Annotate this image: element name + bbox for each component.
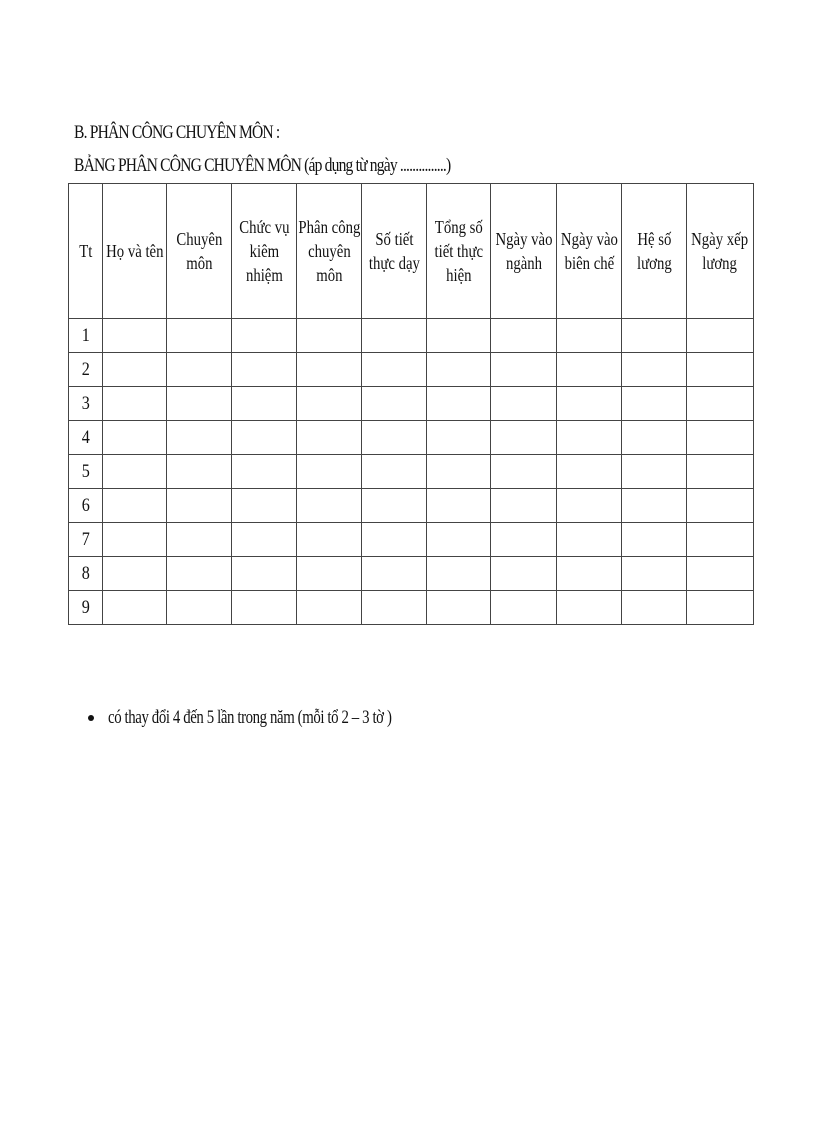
row-number-cell bbox=[69, 455, 103, 489]
section-heading: B. PHÂN CÔNG CHUYÊN MÔN : bbox=[74, 122, 280, 143]
row-number-cell bbox=[69, 489, 103, 523]
table-body bbox=[69, 319, 754, 625]
row-number-cell bbox=[69, 319, 103, 353]
assignment-table bbox=[68, 183, 754, 625]
row-number: 9 bbox=[81, 596, 90, 618]
empty-cell bbox=[103, 557, 167, 591]
empty-cell bbox=[167, 387, 232, 421]
empty-cell bbox=[232, 455, 297, 489]
empty-cell bbox=[103, 455, 167, 489]
table-row bbox=[69, 523, 754, 557]
empty-cell bbox=[362, 557, 427, 591]
row-number-cell bbox=[69, 523, 103, 557]
empty-cell bbox=[297, 455, 362, 489]
empty-cell bbox=[232, 489, 297, 523]
empty-cell bbox=[427, 387, 491, 421]
header-label: Họ và tên bbox=[105, 241, 164, 261]
note-bullet-item bbox=[88, 707, 471, 729]
row-number-cell bbox=[69, 591, 103, 625]
empty-cell bbox=[362, 421, 427, 455]
empty-cell bbox=[622, 421, 687, 455]
row-number: 8 bbox=[81, 562, 90, 584]
row-number-cell bbox=[69, 353, 103, 387]
row-number: 2 bbox=[81, 358, 90, 380]
table-row bbox=[69, 319, 754, 353]
header-cell bbox=[362, 184, 427, 319]
table-row bbox=[69, 489, 754, 523]
header-cell bbox=[297, 184, 362, 319]
table-row bbox=[69, 387, 754, 421]
empty-cell bbox=[622, 557, 687, 591]
empty-cell bbox=[557, 455, 622, 489]
empty-cell bbox=[232, 557, 297, 591]
empty-cell bbox=[362, 523, 427, 557]
empty-cell bbox=[427, 591, 491, 625]
empty-cell bbox=[232, 387, 297, 421]
empty-cell bbox=[427, 353, 491, 387]
table-row bbox=[69, 591, 754, 625]
header-label: Phân công chuyên môn bbox=[298, 217, 360, 285]
empty-cell bbox=[491, 591, 557, 625]
empty-cell bbox=[557, 489, 622, 523]
header-cell bbox=[167, 184, 232, 319]
header-cell bbox=[427, 184, 491, 319]
empty-cell bbox=[167, 557, 232, 591]
empty-cell bbox=[103, 591, 167, 625]
empty-cell bbox=[427, 455, 491, 489]
empty-cell bbox=[297, 523, 362, 557]
empty-cell bbox=[491, 319, 557, 353]
empty-cell bbox=[557, 387, 622, 421]
header-label: Hệ số lương bbox=[636, 229, 672, 273]
empty-cell bbox=[297, 489, 362, 523]
row-number-cell bbox=[69, 557, 103, 591]
empty-cell bbox=[687, 591, 754, 625]
empty-cell bbox=[232, 591, 297, 625]
empty-cell bbox=[622, 319, 687, 353]
empty-cell bbox=[622, 455, 687, 489]
empty-cell bbox=[557, 557, 622, 591]
empty-cell bbox=[687, 353, 754, 387]
empty-cell bbox=[557, 353, 622, 387]
empty-cell bbox=[622, 591, 687, 625]
header-label: Chức vụ kiêm nhiệm bbox=[238, 217, 290, 285]
row-number: 6 bbox=[81, 494, 90, 516]
table-row bbox=[69, 421, 754, 455]
empty-cell bbox=[297, 591, 362, 625]
empty-cell bbox=[687, 387, 754, 421]
empty-cell bbox=[622, 387, 687, 421]
empty-cell bbox=[103, 387, 167, 421]
empty-cell bbox=[427, 489, 491, 523]
empty-cell bbox=[557, 319, 622, 353]
empty-cell bbox=[427, 421, 491, 455]
empty-cell bbox=[687, 489, 754, 523]
table-heading: BẢNG PHÂN CÔNG CHUYÊN MÔN (áp dụng từ ngày ...............) bbox=[74, 155, 451, 176]
header-label: Số tiết thực dạy bbox=[368, 229, 420, 273]
header-label: Ngày vào biên chế bbox=[560, 229, 618, 273]
empty-cell bbox=[167, 421, 232, 455]
table-row bbox=[69, 353, 754, 387]
empty-cell bbox=[491, 523, 557, 557]
empty-cell bbox=[167, 489, 232, 523]
row-number-cell bbox=[69, 387, 103, 421]
table-row bbox=[69, 557, 754, 591]
empty-cell bbox=[297, 353, 362, 387]
empty-cell bbox=[232, 421, 297, 455]
empty-cell bbox=[297, 421, 362, 455]
empty-cell bbox=[687, 557, 754, 591]
empty-cell bbox=[167, 319, 232, 353]
table-row bbox=[69, 455, 754, 489]
empty-cell bbox=[103, 523, 167, 557]
empty-cell bbox=[297, 319, 362, 353]
empty-cell bbox=[362, 319, 427, 353]
empty-cell bbox=[103, 489, 167, 523]
empty-cell bbox=[362, 455, 427, 489]
empty-cell bbox=[297, 557, 362, 591]
header-cell bbox=[557, 184, 622, 319]
empty-cell bbox=[297, 387, 362, 421]
header-label: Ngày xếp lương bbox=[691, 229, 749, 273]
header-cell bbox=[687, 184, 754, 319]
empty-cell bbox=[167, 523, 232, 557]
empty-cell bbox=[557, 591, 622, 625]
empty-cell bbox=[687, 319, 754, 353]
empty-cell bbox=[491, 421, 557, 455]
header-label: Tổng số tiết thực hiện bbox=[434, 217, 483, 285]
empty-cell bbox=[103, 353, 167, 387]
row-number-cell bbox=[69, 421, 103, 455]
empty-cell bbox=[167, 455, 232, 489]
header-cell bbox=[491, 184, 557, 319]
row-number: 7 bbox=[81, 528, 90, 550]
empty-cell bbox=[427, 523, 491, 557]
header-cell bbox=[232, 184, 297, 319]
empty-cell bbox=[491, 557, 557, 591]
empty-cell bbox=[167, 353, 232, 387]
row-number: 5 bbox=[81, 460, 90, 482]
empty-cell bbox=[622, 353, 687, 387]
empty-cell bbox=[232, 523, 297, 557]
empty-cell bbox=[557, 421, 622, 455]
header-label: Tt bbox=[78, 241, 93, 261]
empty-cell bbox=[491, 489, 557, 523]
header-cell bbox=[69, 184, 103, 319]
empty-cell bbox=[491, 387, 557, 421]
empty-cell bbox=[427, 557, 491, 591]
bullet-icon bbox=[88, 715, 94, 721]
row-number: 4 bbox=[81, 426, 90, 448]
empty-cell bbox=[103, 421, 167, 455]
header-cell bbox=[622, 184, 687, 319]
empty-cell bbox=[687, 455, 754, 489]
note-text: có thay đổi 4 đến 5 lần trong năm (mỗi tổ 2 – 3 tờ ) bbox=[108, 707, 392, 728]
empty-cell bbox=[622, 523, 687, 557]
table-header-row bbox=[69, 184, 754, 319]
header-label: Ngày vào ngành bbox=[495, 229, 552, 273]
empty-cell bbox=[362, 591, 427, 625]
empty-cell bbox=[232, 319, 297, 353]
row-number: 1 bbox=[81, 324, 90, 346]
empty-cell bbox=[687, 421, 754, 455]
empty-cell bbox=[557, 523, 622, 557]
row-number: 3 bbox=[81, 392, 90, 414]
empty-cell bbox=[362, 353, 427, 387]
empty-cell bbox=[427, 319, 491, 353]
empty-cell bbox=[687, 523, 754, 557]
header-label: Chuyên môn bbox=[176, 229, 222, 273]
empty-cell bbox=[491, 353, 557, 387]
empty-cell bbox=[167, 591, 232, 625]
empty-cell bbox=[622, 489, 687, 523]
empty-cell bbox=[362, 387, 427, 421]
empty-cell bbox=[232, 353, 297, 387]
empty-cell bbox=[103, 319, 167, 353]
empty-cell bbox=[362, 489, 427, 523]
header-cell bbox=[103, 184, 167, 319]
empty-cell bbox=[491, 455, 557, 489]
